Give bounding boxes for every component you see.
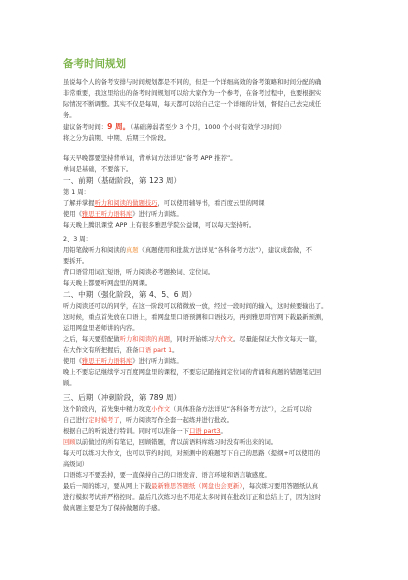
week23-line-4: 每天晚上都要听网盘里的网课。	[63, 280, 152, 287]
text: （真题使用和批裁方法详见“各科备考方法”），建议成套做，不	[138, 247, 312, 254]
daily-line-1: 每天早晚都要坚持背单词，背单词方法详见“备考 APP 推荐”。	[63, 155, 237, 162]
highlight-essay: 大作文	[214, 336, 234, 343]
late-line-2	[63, 415, 352, 426]
late-line-8	[63, 481, 352, 492]
highlight-real-tests: 真题	[125, 247, 139, 254]
late-line-3	[63, 426, 352, 437]
suggest-label: 建议备考时间：	[63, 124, 108, 131]
text: 。尽量能保证大作文每天一篇，	[233, 336, 322, 343]
text: 。	[172, 347, 179, 354]
week23-label: 2、3 周：	[63, 236, 92, 243]
early-section	[63, 175, 352, 289]
early-heading: 一、前期（基础阶段，第 123 周）	[63, 176, 182, 185]
text: 。	[220, 428, 227, 435]
text: 》进行听力训练。	[132, 211, 183, 218]
phases-line: 将之分为前期、中期、后期三个阶段。	[63, 135, 171, 142]
text: 这个阶段内，首先集中精力攻克	[63, 406, 152, 413]
highlight-listening-reading: 听力和阅读的真题	[119, 336, 171, 343]
late-line-6: 高级词）	[63, 461, 89, 468]
text: 之后，每天要搭配做	[63, 336, 120, 343]
late-line-10: 做真题主要是为了保持做题的手感。	[63, 505, 164, 512]
week1-line-1	[63, 198, 352, 209]
text: 这时候，重点首先放在口语上，看网盘里口语预测和口语技巧，再到雅思哥官网下载最新预测，	[63, 314, 328, 321]
intro-section	[63, 77, 352, 144]
suggest-note: （基础薄弱者至少 3 个月，1000 个小时有效学习时间）	[130, 124, 286, 131]
week23-line-2: 要拆开。	[63, 258, 89, 265]
text: 了解并掌握	[63, 200, 95, 207]
mid-line-3: 运用网盘里老师讲的内容。	[63, 325, 139, 332]
highlight-mock-test: 定时模考了	[88, 417, 120, 424]
book-link[interactable]: 雅思王听力语料库	[81, 358, 133, 365]
late-line-5: 每天可以练习大作文，也可以节约时间，对预测中的难题写下自己的思路（提纲+可以使用的	[63, 450, 321, 457]
book-link[interactable]: 雅思王听力语料库	[81, 211, 133, 218]
text: 根据自己的听说进行特训。同时可以准备一下	[63, 428, 189, 435]
page-title: 备考时间规划	[63, 58, 126, 70]
week1-label: 第 1 周：	[63, 189, 90, 196]
text: 以前做过的所有笔记，回顾错题，背以前语料库练习时没有听出来的词。	[75, 439, 278, 446]
late-line-1	[63, 404, 352, 415]
intro-line-4: 务。	[63, 112, 76, 119]
week1-line-2	[63, 209, 352, 220]
text: ，可以使用辅导书，看百度云里的网课	[157, 200, 265, 207]
mid-line-1: 听力阅读还可以的同学，在这一阶段可以稍微放一放，经过一段时间的输入，这时候要输出了。	[63, 303, 328, 310]
late-line-4	[63, 437, 352, 448]
week23-line-3: 背口语常用词汇短语，听力阅读必考题换词、定位词。	[63, 269, 215, 276]
suggest-weeks: 9 周。	[107, 122, 131, 131]
text: ，同时开始练习	[170, 336, 215, 343]
daily-section	[63, 153, 352, 175]
text: ，每次练习要用答题纸认真	[242, 483, 319, 490]
week23-line-1	[63, 245, 352, 256]
late-heading: 三、后期（冲刺阶段，第 789 周）	[63, 393, 182, 402]
late-line-9: 进行模拟考试并严格控时。最后几次练习也不用花太多时间在批改订正和总结上了，因为这时	[63, 494, 322, 501]
intro-line-1: 虽说每个人的备考安排与时间规划都是不同的，但是一个详细高效的备考策略和时间分配的确	[63, 79, 322, 86]
mid-heading: 二、中期（强化阶段，第 4、5、6 周）	[63, 290, 197, 299]
late-line-7: 口语练习不要丢掉，要一直保持自己的口语发音、语言环境和语言敏感度。	[63, 472, 271, 479]
mid-line-7: 晚上不要忘记继续学习百度网盘里的课程，不要忘记随拖间定位词的背诵和真题的错题笔记回	[63, 369, 322, 376]
mid-line-4	[63, 334, 352, 345]
week1-line-3: 每天晚上腾讯课堂 APP 上有很多雅思学院公益课，可以每天坚持听。	[63, 222, 256, 229]
text: 最后一周的练习，要从网上下载	[63, 483, 152, 490]
daily-line-2: 单词是基础，不要落下。	[63, 166, 133, 173]
late-section	[63, 392, 352, 514]
highlight-small-essay: 小作文	[151, 406, 171, 413]
mid-section	[63, 289, 352, 389]
highlight-speaking-part1: 口语 part 1	[138, 347, 173, 354]
suggest-line	[63, 121, 352, 133]
intro-line-3: 际情况不断调整。其实不仅是每周，每天都可以给自己定一个详细的计划，督促自己去完成任	[63, 101, 322, 108]
highlight-speaking-part3: 口语 part3	[188, 428, 221, 435]
mid-line-8: 顾。	[63, 380, 76, 387]
text: （具体准备方法详见“各科备考方法”），之后可以给	[170, 406, 312, 413]
intro-line-2: 非常重要，我这里给出的备考时间规划可以给大家作为一个参考，在备考过程中，也要根据实	[63, 90, 322, 97]
text: 在大作文有所把握后，准备	[63, 347, 139, 354]
text: 》进行听力训练。	[132, 358, 183, 365]
highlight-skills: 听力和阅读的做题技巧	[94, 200, 158, 207]
text: 用铅笔做听力和阅读的	[63, 247, 126, 254]
text: 使用《	[63, 358, 82, 365]
text: 使用《	[63, 211, 82, 218]
highlight-answer-sheet: 最新雅思答题纸（网盘也会更新）	[151, 483, 243, 490]
mid-line-2	[63, 312, 352, 323]
highlight-review: 回顾	[63, 439, 76, 446]
mid-line-5	[63, 345, 352, 356]
text: ，听力阅读写作全套一起练并进行批改。	[119, 417, 234, 424]
text: 自己进行	[63, 417, 89, 424]
mid-line-6	[63, 356, 352, 367]
